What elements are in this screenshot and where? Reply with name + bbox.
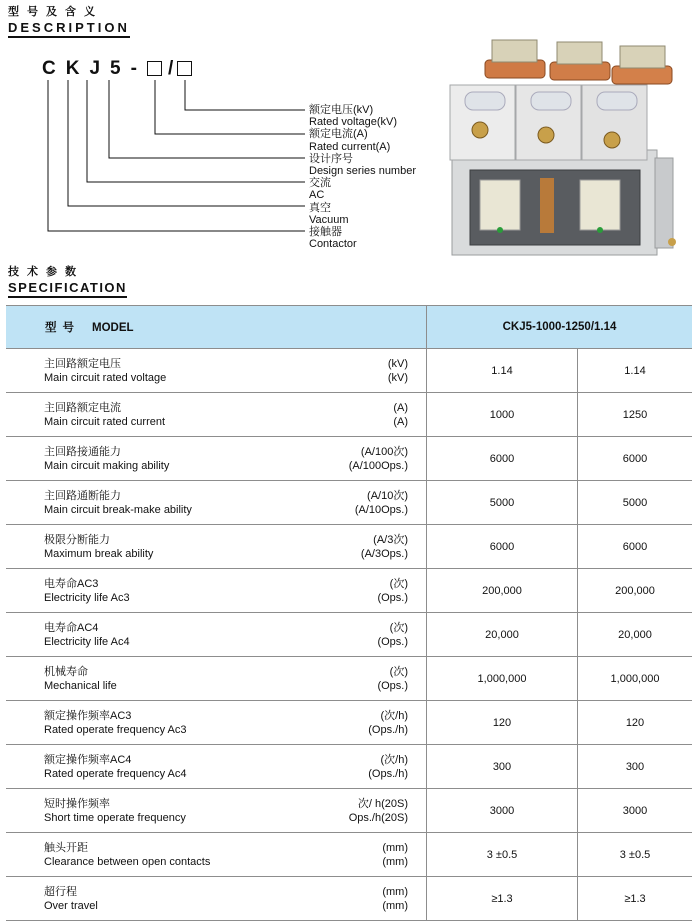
code-letter-c: C [42, 58, 66, 79]
table-row [6, 393, 692, 437]
table-row [6, 833, 692, 877]
unit-cell [265, 613, 427, 657]
value-1000a-cell: 6000 [427, 437, 578, 481]
unit-cell [265, 657, 427, 701]
param-name-cell [6, 789, 265, 833]
param-name-cn: 短时操作频率 [44, 797, 110, 810]
value-1000a-cell: 1,000,000 [427, 657, 578, 701]
table-row [6, 569, 692, 613]
code-letter-5: 5 [110, 58, 131, 79]
param-name-en: Electricity life Ac3 [44, 591, 130, 604]
legend-item: Contactor [309, 238, 357, 251]
param-name-en: Rated operate frequency Ac4 [44, 767, 187, 780]
param-name-en: Main circuit making ability [44, 459, 170, 472]
code-dash: - [130, 58, 147, 79]
table-row [6, 613, 692, 657]
table-row [6, 437, 692, 481]
specification-title-cn: 技术参数 [8, 266, 84, 278]
code-slash: / [167, 58, 178, 79]
param-name-cell [6, 657, 265, 701]
legend-item: 交流 [309, 177, 331, 190]
param-name-cell [6, 701, 265, 745]
unit-cn: (次) [389, 577, 408, 590]
param-name-cn: 额定操作频率AC4 [44, 753, 132, 766]
unit-cn: (mm) [382, 841, 408, 854]
legend-item: 额定电压(kV) [309, 104, 374, 116]
param-name-cn: 机械寿命 [44, 665, 88, 678]
table-header-row [6, 306, 692, 349]
unit-cell [265, 833, 427, 877]
unit-cn: (次) [389, 621, 408, 634]
value-1250a-cell: 6000 [578, 525, 693, 569]
model-header-cell [6, 306, 427, 349]
param-name-cell [6, 613, 265, 657]
value-1250a-cell: 5000 [578, 481, 693, 525]
table-row [6, 745, 692, 789]
legend-item: 设计序号 [309, 152, 353, 165]
param-name-en: Main circuit rated voltage [44, 371, 167, 384]
param-name-cell [6, 349, 265, 393]
param-name-cn: 极限分断能力 [44, 533, 110, 546]
unit-cn: (A) [393, 401, 408, 414]
unit-en: Ops./h(20S) [348, 811, 408, 824]
unit-cn: (A/100次) [360, 445, 408, 458]
param-name-cn: 额定操作频率AC3 [44, 709, 132, 722]
specification-table [6, 305, 692, 921]
value-1000a-cell: ≥1.3 [427, 877, 578, 921]
value-1250a-cell: 300 [578, 745, 693, 789]
param-name-cell [6, 833, 265, 877]
param-name-cell [6, 393, 265, 437]
table-row [6, 701, 692, 745]
param-name-cell [6, 525, 265, 569]
legend-item: Vacuum [309, 213, 349, 226]
value-1250a-cell: 1,000,000 [578, 657, 693, 701]
value-1000a-cell: 120 [427, 701, 578, 745]
unit-cell [265, 393, 427, 437]
unit-cn: (次) [389, 665, 408, 678]
unit-en: (Ops.) [377, 591, 408, 604]
unit-cell [265, 525, 427, 569]
unit-cn: 次/ h(20S) [357, 797, 408, 810]
unit-cell [265, 569, 427, 613]
unit-cn: (次/h) [380, 709, 408, 722]
legend-item: AC [309, 189, 325, 202]
unit-en: (kV) [387, 371, 408, 384]
param-name-en: Electricity life Ac4 [44, 635, 130, 648]
param-name-cn: 主回路额定电流 [44, 401, 121, 414]
param-name-cn: 主回路接通能力 [44, 445, 121, 458]
value-1250a-cell: 1250 [578, 393, 693, 437]
value-1000a-cell: 200,000 [427, 569, 578, 613]
param-name-en: Rated operate frequency Ac3 [44, 723, 187, 736]
value-1250a-cell: ≥1.3 [578, 877, 693, 921]
value-1000a-cell: 3000 [427, 789, 578, 833]
value-1000a-cell: 20,000 [427, 613, 578, 657]
unit-en: (mm) [382, 855, 408, 868]
value-1250a-cell: 1.14 [578, 349, 693, 393]
param-name-cn: 主回路额定电压 [44, 357, 121, 370]
param-name-cell [6, 569, 265, 613]
value-1250a-cell: 200,000 [578, 569, 693, 613]
value-1000a-cell: 1000 [427, 393, 578, 437]
param-name-en: Mechanical life [44, 679, 117, 692]
unit-en: (Ops./h) [368, 723, 408, 736]
param-name-en: Short time operate frequency [44, 811, 186, 824]
legend-item: Design series number [309, 165, 416, 178]
specification-rows [6, 349, 692, 921]
model-label-cn: 型号 [45, 322, 80, 334]
unit-cell [265, 349, 427, 393]
param-name-en: Over travel [44, 899, 98, 912]
table-row [6, 349, 692, 393]
param-name-cell [6, 437, 265, 481]
model-label-en: MODEL [92, 322, 134, 334]
table-row [6, 789, 692, 833]
contactor-product-image [440, 30, 690, 270]
unit-en: (A/3Ops.) [360, 547, 408, 560]
value-1000a-cell: 3 ±0.5 [427, 833, 578, 877]
value-1250a-cell: 3000 [578, 789, 693, 833]
legend-item: 接触器 [309, 226, 342, 239]
code-letter-k: K [65, 58, 90, 79]
unit-en: (mm) [382, 899, 408, 912]
specification-heading [8, 266, 127, 298]
param-name-cell [6, 877, 265, 921]
table-row [6, 657, 692, 701]
unit-cn: (mm) [382, 885, 408, 898]
unit-en: (A) [393, 415, 408, 428]
param-name-cell [6, 481, 265, 525]
model-value-cell: CKJ5-1000-1250/1.14 [427, 306, 693, 349]
unit-cell [265, 789, 427, 833]
value-1250a-cell: 20,000 [578, 613, 693, 657]
unit-cell [265, 745, 427, 789]
param-name-cn: 触头开距 [44, 841, 88, 854]
param-name-cell [6, 745, 265, 789]
code-legend [309, 104, 416, 250]
param-name-en: Maximum break ability [44, 547, 154, 560]
value-1250a-cell: 120 [578, 701, 693, 745]
param-name-cn: 电寿命AC3 [44, 577, 99, 590]
specification-title-en: SPECIFICATION [8, 280, 127, 298]
param-name-cn: 超行程 [44, 885, 77, 898]
value-1250a-cell: 3 ±0.5 [578, 833, 693, 877]
unit-cn: (次/h) [380, 753, 408, 766]
description-title-cn: 型号及含义 [8, 6, 103, 18]
unit-en: (Ops.) [377, 679, 408, 692]
unit-en: (A/100Ops.) [348, 459, 408, 472]
value-1000a-cell: 6000 [427, 525, 578, 569]
code-letter-j: J [89, 58, 111, 79]
description-title-en: DESCRIPTION [8, 20, 130, 38]
unit-cn: (kV) [387, 357, 408, 370]
legend-item: 额定电流(A) [309, 128, 368, 141]
param-name-en: Main circuit rated current [44, 415, 166, 428]
unit-cn: (A/10次) [367, 489, 408, 502]
unit-cell [265, 877, 427, 921]
table-row [6, 877, 692, 921]
value-1000a-cell: 1.14 [427, 349, 578, 393]
param-name-cn: 电寿命AC4 [44, 621, 99, 634]
unit-cell [265, 701, 427, 745]
value-1000a-cell: 300 [427, 745, 578, 789]
legend-item: 真空 [309, 201, 331, 214]
value-1000a-cell: 5000 [427, 481, 578, 525]
table-row [6, 481, 692, 525]
unit-en: (Ops./h) [368, 767, 408, 780]
unit-en: (A/10Ops.) [354, 503, 408, 516]
legend-item: Rated voltage(kV) [309, 116, 398, 129]
value-1250a-cell: 6000 [578, 437, 693, 481]
table-row [6, 525, 692, 569]
unit-en: (Ops.) [377, 635, 408, 648]
unit-cell [265, 481, 427, 525]
unit-cell [265, 437, 427, 481]
param-name-en: Main circuit break-make ability [44, 503, 192, 516]
param-name-en: Clearance between open contacts [44, 855, 211, 868]
legend-item: Rated current(A) [309, 140, 391, 153]
unit-cn: (A/3次) [373, 533, 408, 546]
param-name-cn: 主回路通断能力 [44, 489, 121, 502]
